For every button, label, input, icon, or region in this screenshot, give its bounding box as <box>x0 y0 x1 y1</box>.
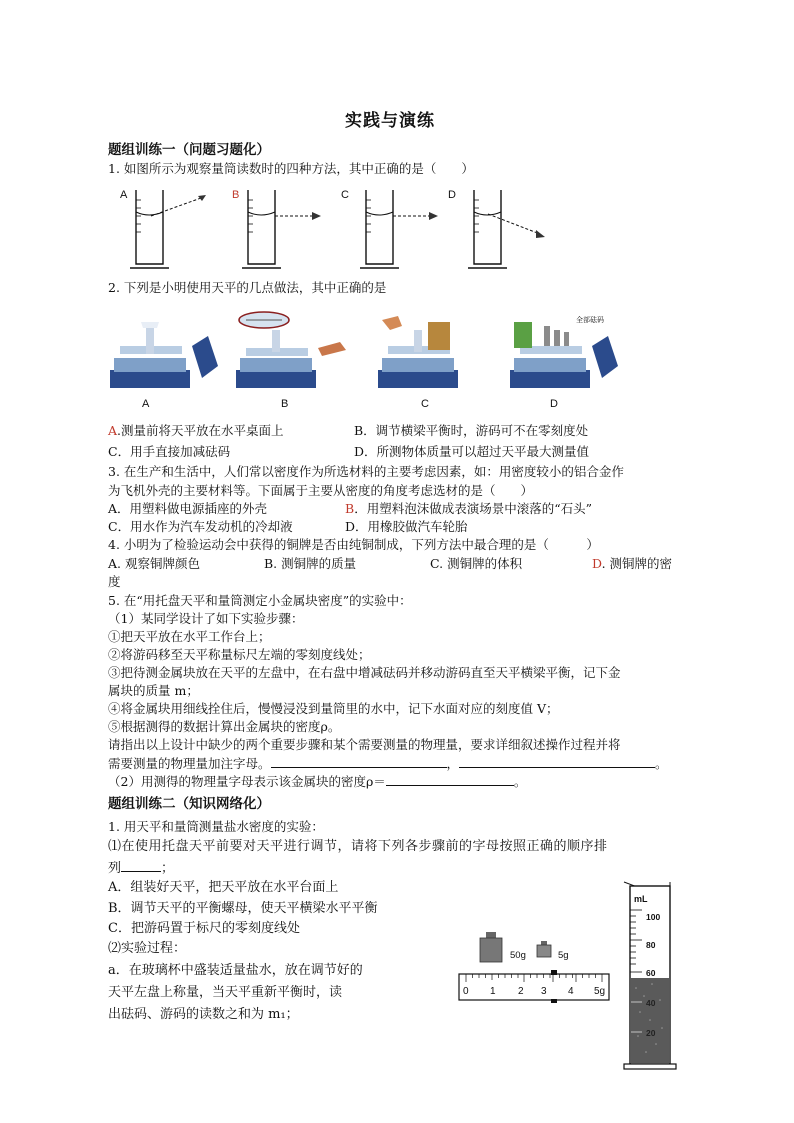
q4-option-d-continued: 度 <box>108 574 121 589</box>
q3-option-d: D．用橡胶做汽车轮胎 <box>345 519 468 534</box>
q2-option-b: B．调节横梁平衡时，游码可不在零刻度处 <box>354 423 589 438</box>
q5-part-2-end: 。 <box>513 774 527 789</box>
q2-option-a-letter: A <box>108 423 118 438</box>
balance-c <box>378 316 458 410</box>
scale-label-4: 4 <box>568 986 574 997</box>
q3-option-c: C．用水作为汽车发动机的冷却液 <box>108 519 293 534</box>
scale-label-0: 0 <box>463 986 469 997</box>
q3-option-b-letter: B <box>345 501 355 516</box>
s2-q1-step-a-line-3: 出砝码、游码的读数之和为 m₁； <box>108 1007 299 1022</box>
q5-answer-blank-2[interactable] <box>459 754 655 768</box>
q2-balance-figure <box>108 308 628 412</box>
weight-50g-label: 50g <box>510 950 526 961</box>
s2-q1-part-1-line-2 <box>108 858 174 878</box>
q2-stem: 2. 下列是小明使用天平的几点做法，其中正确的是 <box>108 280 387 295</box>
q5-stem: 5. 在“用托盘天平和量筒测定小金属块密度”的实验中： <box>108 593 412 608</box>
s2-q1-part-1-text: 列 <box>108 861 122 876</box>
cylinder-tick-80: 80 <box>646 940 656 950</box>
weight-50g <box>480 932 526 962</box>
weights-scale-figure <box>456 930 616 1010</box>
s2-q1-option-a: A．组装好天平，把天平放在水平台面上 <box>108 880 339 895</box>
q1-label-c: C <box>341 189 349 201</box>
q1-label-d: D <box>448 189 456 201</box>
balance-a <box>110 322 218 410</box>
q2-option-a-text: .测量前将天平放在水平桌面上 <box>117 423 284 438</box>
q3-option-a: A．用塑料做电源插座的外壳 <box>108 501 268 516</box>
q5-step-3-line-1: ③把待测金属块放在天平的左盘中，在右盘中增减砝码并移动游码直至天平横梁平衡，记下金 <box>108 665 621 680</box>
q4-stem: 4. 小明为了检验运动会中获得的铜牌是否由纯铜制成，下列方法中最合理的是（ ） <box>108 537 599 552</box>
weight-5g-label: 5g <box>558 950 569 961</box>
q5-step-3-line-2: 属块的质量 m； <box>108 683 199 698</box>
page-title: 实践与演练 <box>345 111 435 131</box>
q1-stem: 1. 如图所示为观察量筒读数时的四种方法，其中正确的是（ ） <box>108 161 474 176</box>
q5-answer-blank-1[interactable] <box>271 754 447 768</box>
cylinder-a <box>120 189 206 268</box>
s2-q1-step-a-line-1: a．在玻璃杯中盛装适量盐水，放在调节好的 <box>108 963 363 978</box>
q1-cylinder-figure <box>108 182 578 274</box>
q5-part-2 <box>108 772 526 791</box>
cylinder-unit-label: mL <box>634 894 648 904</box>
q2-option-c: C．用手直接加减砝码 <box>108 444 231 459</box>
scale-label-2: 2 <box>518 986 524 997</box>
cylinder-tick-100: 100 <box>646 912 661 922</box>
q5-density-blank[interactable] <box>386 772 514 786</box>
scale-label-3: 3 <box>541 986 547 997</box>
scale-label-1: 1 <box>490 986 496 997</box>
q5-requirement-line-1: 请指出以上设计中缺少的两个重要步骤和某个需要测量的物理量，要求详细叙述操作过程并将 <box>108 737 621 752</box>
s2-q1-part-1-end: ； <box>161 861 175 876</box>
q2-image-caption: 全部砝码 <box>576 317 604 324</box>
q5-part-2-text: （2）用测得的物理量字母表示该金属块的密度ρ＝ <box>108 774 386 789</box>
s2-q1-option-b: B．调节天平的平衡螺母，使天平横梁水平平衡 <box>108 901 378 916</box>
s2-q1-step-a-line-2: 天平左盘上称量，当天平重新平衡时，读 <box>108 985 343 1000</box>
s2-order-blank[interactable] <box>121 858 161 872</box>
s2-q1-stem: 1. 用天平和量筒测量盐水密度的实验： <box>108 819 324 834</box>
s2-q1-part-2: ⑵实验过程： <box>108 941 187 956</box>
balance-b <box>236 312 346 410</box>
q2-img-label-a: A <box>142 398 150 410</box>
q5-step-4: ④将金属块用细线拴住后，慢慢浸没到量筒里的水中，记下水面对应的刻度值 V； <box>108 701 559 716</box>
balance-d <box>510 315 618 410</box>
q3-stem-line-2: 为飞机外壳的主要材料等。下面属于主要从密度的角度考虑选材的是（ ） <box>108 483 534 498</box>
q5-step-2: ②将游码移至天平称量标尺左端的零刻度线处； <box>108 647 371 662</box>
q3-stem-line-1: 3. 在生产和生活中，人们常以密度作为所选材料的主要考虑因素，如：用密度较小的铝合金作 <box>108 464 624 479</box>
cylinder-tick-20: 20 <box>646 1028 656 1038</box>
q5-requirement-text: 需要测量的物理量加注字母。 <box>108 756 271 771</box>
q2-option-d: D．所测物体质量可以超过天平最大测量值 <box>354 444 590 459</box>
q2-img-label-d: D <box>550 398 558 410</box>
weight-5g <box>537 941 569 961</box>
cylinder-d <box>448 189 545 268</box>
cylinder-tick-60: 60 <box>646 968 656 978</box>
q2-img-label-b: B <box>281 398 289 410</box>
q2-img-label-c: C <box>421 398 429 410</box>
s2-q1-option-c: C．把游码置于标尺的零刻度线处 <box>108 921 300 936</box>
q1-label-a: A <box>120 189 128 201</box>
s2-q1-part-1-line-1: ⑴在使用托盘天平前要对天平进行调节，请将下列各步骤前的字母按照正确的顺序排 <box>108 839 608 854</box>
q5-step-1: ①把天平放在水平工作台上； <box>108 629 271 644</box>
q3-option-b <box>345 500 592 518</box>
section-2-heading: 题组训练二（知识网络化） <box>108 796 270 812</box>
scale-label-5g: 5g <box>594 986 606 997</box>
q5-part-1: （1）某同学设计了如下实验步骤： <box>108 611 304 626</box>
rider-top-icon <box>551 970 557 975</box>
q4-option-b: B. 测铜牌的质量 <box>264 556 357 571</box>
q4-option-d <box>592 555 672 573</box>
q5-requirement-line-2: 需要测量的物理量加注字母。 ， 。 <box>108 756 668 771</box>
cylinder-tick-40: 40 <box>646 998 656 1008</box>
q1-label-b: B <box>232 189 240 201</box>
graduated-cylinder-figure <box>622 880 678 1070</box>
q5-step-5: ⑤根据测得的数据计算出金属块的密度ρ。 <box>108 719 341 734</box>
cylinder-b <box>232 189 321 268</box>
section-1-heading: 题组训练一（问题习题化） <box>108 142 270 158</box>
rider-bottom-icon <box>551 999 557 1003</box>
q3-option-b-text: ．用塑料泡沫做成表演场景中滚落的“石头” <box>354 501 592 516</box>
rider-scale <box>459 970 609 1003</box>
q4-option-d-letter: D <box>592 556 602 571</box>
q4-option-a: A. 观察铜牌颜色 <box>108 556 200 571</box>
q4-option-d-text: . 测铜牌的密 <box>601 556 673 571</box>
cylinder-c <box>341 189 438 268</box>
q4-option-c: C. 测铜牌的体积 <box>430 556 523 571</box>
q2-option-a <box>108 422 284 440</box>
q5-requirement-end: 。 <box>655 756 668 771</box>
